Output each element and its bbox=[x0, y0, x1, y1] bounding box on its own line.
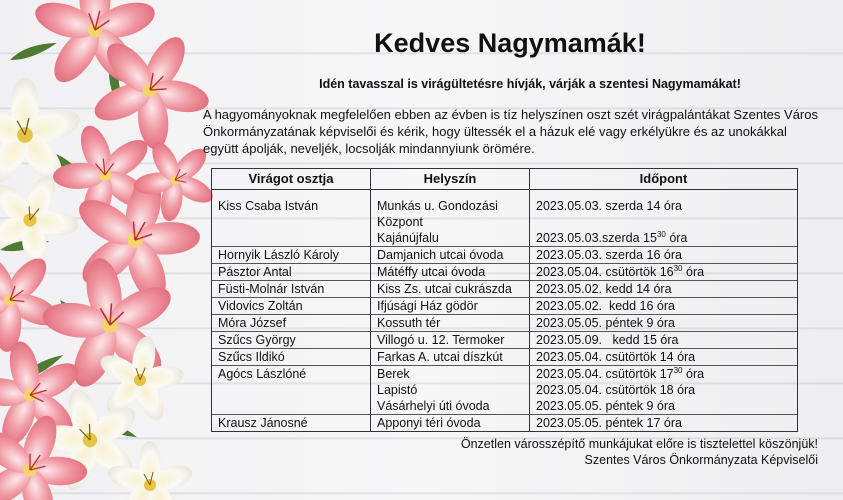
subtitle: Idén tavasszal is virágültetésre hívják, várják a szentesi Nagymamákat! bbox=[319, 77, 741, 91]
footer-signature: Szentes Város Önkormányzata Képviselői bbox=[584, 453, 818, 467]
cell-location: Munkás u. Gondozási Központ Kajánújfalu bbox=[371, 190, 530, 247]
cell-distributor: Agócs Lászlóné bbox=[212, 366, 371, 415]
cell-distributor: Kiss Csaba István bbox=[212, 190, 371, 247]
cell-location: Kiss Zs. utcai cukrászda bbox=[371, 281, 530, 298]
footer bbox=[461, 436, 818, 468]
page-title: Kedves Nagymamák! bbox=[374, 28, 646, 58]
footer-thanks: Önzetlen városszépítő munkájukat előre is tisztelettel köszönjük! bbox=[460, 437, 818, 451]
table-row bbox=[212, 415, 798, 432]
table-row bbox=[212, 349, 798, 366]
cell-location: Kossuth tér bbox=[371, 315, 530, 332]
header-location: Helyszín bbox=[371, 169, 530, 190]
cell-distributor: Vidovics Zoltán bbox=[212, 298, 371, 315]
table-row bbox=[212, 332, 798, 349]
cell-time: 2023.05.09. kedd 15 óra bbox=[530, 332, 798, 349]
cell-distributor: Szűcs György bbox=[212, 332, 371, 349]
cell-location: Apponyi téri óvoda bbox=[371, 415, 530, 432]
cell-distributor: Krausz Jánosné bbox=[212, 415, 371, 432]
table-row bbox=[212, 247, 798, 264]
cell-time: 2023.05.03. szerda 16 óra bbox=[530, 247, 798, 264]
cell-location: Villogó u. 12. Termoker bbox=[371, 332, 530, 349]
cell-time: 2023.05.04. csütörtök $17^{30}$ óra 2023.05.04. csütörtök 18 óra 2023.05.05. péntek 9 óra bbox=[530, 366, 798, 415]
cell-location: Ifjúsági Ház gödör bbox=[371, 298, 530, 315]
table-row bbox=[212, 264, 798, 281]
cell-distributor: Pásztor Antal bbox=[212, 264, 371, 281]
cell-time: 2023.05.04. csütörtök 14 óra bbox=[530, 349, 798, 366]
intro-paragraph: A hagyományoknak megfelelően ebben az évben is tíz helyszínen oszt szét virágpalántákat Szentes Város Önkormányzatának képviselői és kérik, hogy ültessék el a házuk elé vagy erkélyükre és az unokákkal együtt ápolják, neveljék, locsolják mindannyiunk örömére. bbox=[203, 107, 818, 156]
cell-time: 2023.05.02. kedd 16 óra bbox=[530, 298, 798, 315]
cell-distributor: Szűcs Ildikó bbox=[212, 349, 371, 366]
flower-decoration bbox=[0, 0, 215, 500]
cell-time: 2023.05.05. péntek 9 óra bbox=[530, 315, 798, 332]
cell-location: Farkas A. utcai díszkút bbox=[371, 349, 530, 366]
cell-location: Mátéffy utcai óvoda bbox=[371, 264, 530, 281]
table-row bbox=[212, 190, 798, 247]
cell-time: 2023.05.05. péntek 17 óra bbox=[530, 415, 798, 432]
cell-distributor: Füsti-Molnár István bbox=[212, 281, 371, 298]
table-row bbox=[212, 315, 798, 332]
cell-time: 2023.05.04. csütörtök $16^{30}$ óra bbox=[530, 264, 798, 281]
cell-distributor: Hornyik László Károly bbox=[212, 247, 371, 264]
cell-location: Damjanich utcai óvoda bbox=[371, 247, 530, 264]
header-time: Időpont bbox=[530, 169, 798, 190]
cell-time: 2023.05.02. kedd 14 óra bbox=[530, 281, 798, 298]
header-distributor: Virágot osztja bbox=[212, 169, 371, 190]
distribution-table bbox=[211, 168, 798, 432]
cell-time: 2023.05.03. szerda 14 óra 2023.05.03.szerda $15^{30}$ óra bbox=[530, 190, 798, 247]
cell-location: Berek Lapistó Vásárhelyi úti óvoda bbox=[371, 366, 530, 415]
table-row bbox=[212, 298, 798, 315]
table-row bbox=[212, 281, 798, 298]
table-header-row bbox=[212, 169, 798, 190]
cell-distributor: Móra József bbox=[212, 315, 371, 332]
table-row bbox=[212, 366, 798, 415]
